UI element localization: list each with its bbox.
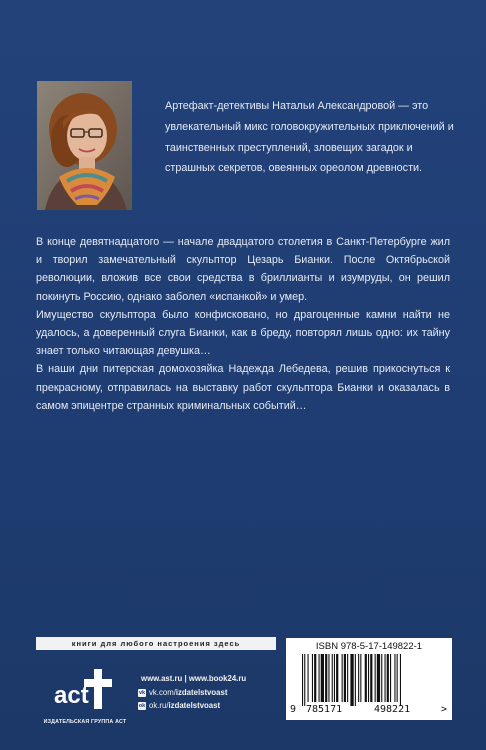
- publisher-tagline: книги для любого настроения здесь: [36, 637, 276, 650]
- description-paragraph: Имущество скульптора было конфисковано, но драгоценные камни найти не удалось, а доверенный слуга Бианки, как в бреду, повторял лишь одно: их тайну знает только читающая девушка…: [36, 308, 450, 358]
- ast-logo-icon: [50, 665, 120, 713]
- author-portrait: [37, 81, 132, 210]
- barcode-lead-digit: 9: [290, 704, 297, 715]
- publisher-logo: [50, 665, 120, 713]
- social-handle: izdatelstvoast: [175, 688, 228, 697]
- barcode-tail: >: [441, 704, 448, 715]
- isbn-number: ISBN 978-5-17-149822-1: [315, 641, 423, 652]
- author-blurb: Артефакт-детективы Натальи Александровой — это увлекательный микс головокружительных приключений и таинственных преступлений, зловещих загадок и страшных секретов, овеянных ореолом древности.: [165, 100, 454, 175]
- description-paragraph: В конце девятнадцатого — начале двадцатого столетия в Санкт-Петербурге жил и творил замечательный скульптор Цезарь Бианки. После Октябрьской революции, вложив все свои средства в бриллианты и изумруды, он решил покинуть Россию, однако заболел «испанкой» и умер.: [36, 236, 450, 303]
- author-photo: [37, 81, 132, 210]
- publisher-name: ИЗДАТЕЛЬСКАЯ ГРУППА АСТ: [43, 719, 127, 725]
- barcode-bars: [300, 654, 438, 706]
- social-link-vk[interactable]: [138, 688, 227, 697]
- social-link-ok[interactable]: [138, 701, 220, 710]
- book-description: [36, 233, 450, 415]
- barcode-right-digits: 498221: [374, 704, 411, 715]
- social-handle: izdatelstvoast: [168, 701, 221, 710]
- barcode-left-digits: 785171: [306, 704, 343, 715]
- social-prefix: ok.ru/: [149, 701, 169, 710]
- description-paragraph: В наши дни питерская домохозяйка Надежда Лебедева, решив прикоснуться к прекрасному, отправилась на выставку работ скульптора Бианки и оказалась в самом эпицентре странных криминальных событий…: [36, 363, 450, 412]
- vk-icon: vk: [138, 689, 146, 696]
- isbn-barcode: [286, 638, 452, 720]
- ok-icon: ok: [138, 702, 146, 709]
- publisher-websites[interactable]: www.ast.ru | www.book24.ru: [141, 674, 247, 683]
- social-prefix: vk.com/: [149, 688, 176, 697]
- logo-lettering: act: [54, 682, 89, 709]
